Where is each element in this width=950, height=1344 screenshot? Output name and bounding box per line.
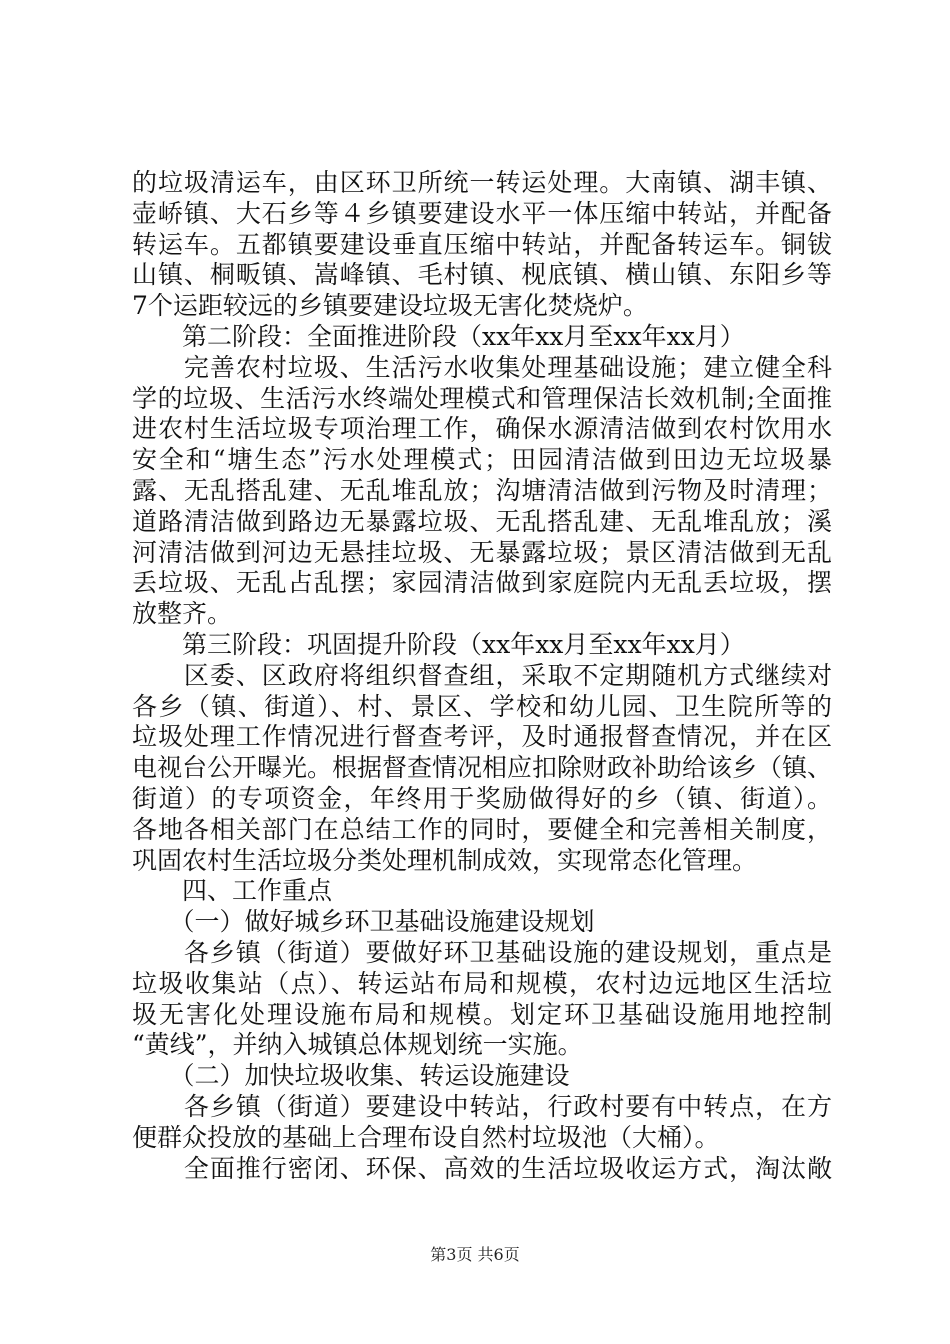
text-line: 安全和“塘生态”污水处理模式；田园清洁做到田边无垃圾暴: [132, 445, 832, 475]
text-line: 进农村生活垃圾专项治理工作，确保水源清洁做到农村饮用水: [132, 414, 832, 444]
text-line: “黄线”，并纳入城镇总体规划统一实施。: [132, 1030, 583, 1060]
text-line: 壶峤镇、大石乡等４乡镇要建设水平一体压缩中转站，并配备: [132, 198, 832, 228]
text-line: 道路清洁做到路边无暴露垃圾、无乱搭乱建、无乱堆乱放；溪: [132, 506, 832, 536]
text-line: 全面推行密闭、环保、高效的生活垃圾收运方式，淘汰敞: [132, 1153, 832, 1183]
text-line: 各乡镇（街道）要建设中转站，行政村要有中转点，在方: [132, 1091, 832, 1121]
page-footer: 第3页 共6页: [430, 1245, 520, 1264]
text-line: 各地各相关部门在总结工作的同时，要健全和完善相关制度，: [132, 814, 832, 844]
text-line: （一）做好城乡环卫基础设施建设规划: [132, 907, 595, 937]
text-line: 的垃圾清运车，由区环卫所统一转运处理。大南镇、湖丰镇、: [132, 168, 832, 197]
text-line: 电视台公开曝光。根据督查情况相应扣除财政补助给该乡（镇、: [132, 753, 833, 783]
text-line: 四、工作重点: [132, 876, 333, 906]
text-line: 河清洁做到河边无悬挂垃圾、无暴露垃圾；景区清洁做到无乱: [132, 537, 832, 567]
text-line: 巩固农村生活垃圾分类处理机制成效，实现常态化管理。: [132, 845, 758, 875]
text-line: 垃圾收集站（点）、转运站布局和规模，农村边远地区生活垃: [132, 968, 832, 998]
text-line: 第二阶段：全面推进阶段（xx年xx月至xx年xx月）: [132, 321, 745, 351]
text-line: 便群众投放的基础上合理布设自然村垃圾池（大桶）。: [132, 1122, 720, 1152]
text-line: （二）加快垃圾收集、转运设施建设: [132, 1061, 570, 1091]
text-line: 圾无害化处理设施布局和规模。划定环卫基础设施用地控制: [132, 999, 832, 1029]
text-line: 各乡（镇、街道）、村、景区、学校和幼儿园、卫生院所等的: [132, 691, 832, 721]
text-line: 转运车。五都镇要建设垂直压缩中转站，并配备转运车。铜钹: [132, 229, 832, 259]
text-line: 丢垃圾、无乱占乱摆；家园清洁做到家庭院内无乱丢垃圾，摆: [132, 568, 832, 598]
text-line: 露、无乱搭乱建、无乱堆乱放；沟塘清洁做到污物及时清理；: [132, 475, 832, 505]
document-body: [132, 168, 832, 1184]
text-line: 第三阶段：巩固提升阶段（xx年xx月至xx年xx月）: [132, 629, 745, 659]
text-line: 完善农村垃圾、生活污水收集处理基础设施；建立健全科: [132, 352, 832, 382]
text-line: 街道）的专项资金，年终用于奖励做得好的乡（镇、街道）。: [132, 783, 832, 813]
text-line: 各乡镇（街道）要做好环卫基础设施的建设规划，重点是: [132, 937, 832, 967]
text-line: 垃圾处理工作情况进行督查考评，及时通报督查情况，并在区: [132, 722, 832, 752]
text-line: 区委、区政府将组织督查组，采取不定期随机方式继续对: [132, 660, 832, 690]
text-line: 学的垃圾、生活污水终端处理模式和管理保洁长效机制;全面推: [132, 383, 832, 413]
text-line: 7个运距较远的乡镇要建设垃圾无害化焚烧炉。: [132, 291, 648, 321]
text-line: 放整齐。: [132, 599, 233, 629]
text-line: 山镇、桐畈镇、嵩峰镇、毛村镇、枧底镇、横山镇、东阳乡等: [132, 260, 832, 290]
